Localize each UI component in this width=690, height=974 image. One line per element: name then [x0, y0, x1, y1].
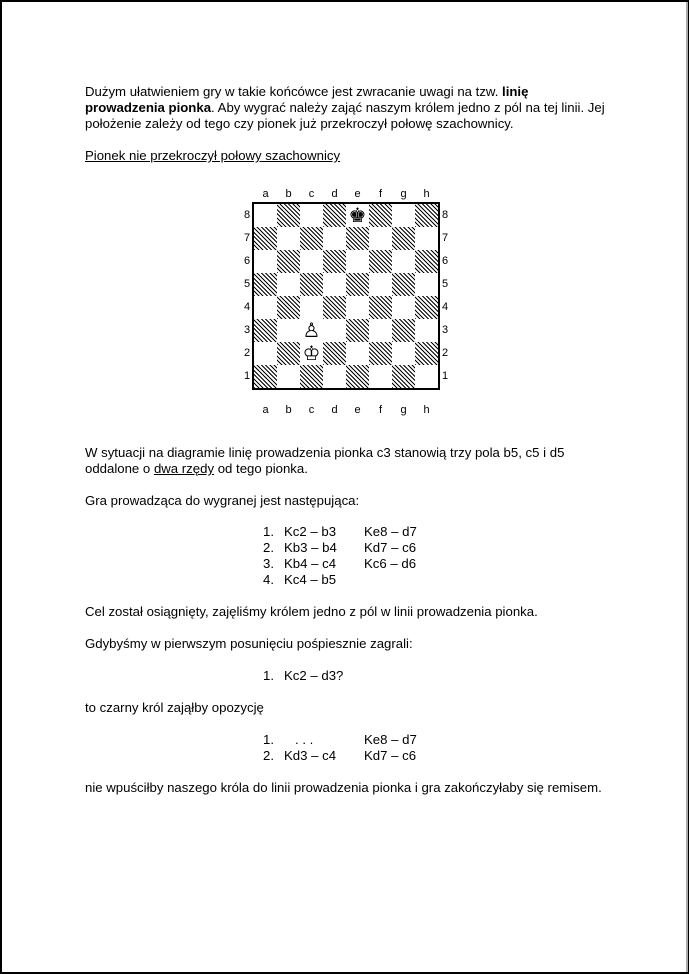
white-move: Kc4 – b5: [284, 572, 337, 587]
white-move: . . .: [284, 732, 314, 747]
alternative-intro: Gdybyśmy w pierwszym posunięciu pośpiesznie zagrali:: [85, 636, 413, 651]
rank-label: 4: [441, 301, 449, 313]
square-d5: [323, 273, 346, 296]
white-move: Kd3 – c4: [284, 748, 337, 763]
winning-line-intro: Gra prowadząca do wygranej jest następująca:: [85, 493, 360, 508]
intro-text: Dużym ułatwieniem gry w takie końcówce jest zwracanie uwagi na tzw.: [85, 84, 503, 99]
move-row: [252, 748, 454, 764]
move-row: [252, 732, 454, 748]
square-f8: [369, 204, 392, 227]
black-king-icon: ♚: [346, 204, 369, 227]
square-g1: [392, 365, 415, 388]
file-label: d: [331, 188, 338, 200]
rank-label: 1: [441, 370, 449, 382]
moves-list-opposition: [252, 732, 454, 764]
intro-paragraph: [85, 84, 605, 132]
moves-list-mistake: [252, 668, 454, 684]
page-shadow: [686, 2, 688, 972]
square-c5: [300, 273, 323, 296]
intro-bold-term: linię prowadzenia pionka: [85, 84, 529, 115]
square-h5: [415, 273, 438, 296]
move-row: [252, 524, 454, 540]
move-number: 2.: [263, 540, 274, 555]
move-row: [252, 668, 454, 684]
file-label: c: [308, 188, 315, 200]
square-g3: [392, 319, 415, 342]
rank-label: 8: [243, 209, 251, 221]
explanation-paragraph: [85, 445, 605, 477]
square-a7: [254, 227, 277, 250]
square-g4: [392, 296, 415, 319]
rank-label: 1: [243, 370, 251, 382]
square-f7: [369, 227, 392, 250]
rank-label: 7: [441, 232, 449, 244]
rank-label: 6: [243, 255, 251, 267]
rank-label: 2: [243, 347, 251, 359]
square-a8: [254, 204, 277, 227]
square-e5: [346, 273, 369, 296]
black-move: Kc6 – d6: [364, 556, 417, 571]
square-h8: [415, 204, 438, 227]
file-label: a: [262, 188, 269, 200]
square-h3: [415, 319, 438, 342]
square-g8: [392, 204, 415, 227]
black-move: [364, 668, 454, 684]
square-b5: [277, 273, 300, 296]
black-move: Kd7 – c6: [364, 540, 417, 555]
file-label: e: [354, 404, 361, 416]
square-g6: [392, 250, 415, 273]
square-b1: [277, 365, 300, 388]
explanation-text-rest: od tego pionka.: [214, 461, 308, 476]
square-e2: [346, 342, 369, 365]
move-number: 1.: [263, 524, 274, 539]
square-a5: [254, 273, 277, 296]
moves-list-winning: [252, 524, 454, 588]
square-f3: [369, 319, 392, 342]
square-b4: [277, 296, 300, 319]
square-h7: [415, 227, 438, 250]
square-d4: [323, 296, 346, 319]
square-h2: [415, 342, 438, 365]
square-h6: [415, 250, 438, 273]
file-label: h: [423, 404, 430, 416]
square-h4: [415, 296, 438, 319]
explanation-text: W sytuacji na diagramie linię prowadzenia pionka c3 stanowią trzy pola b5, c5 i d5 oddalone o: [85, 445, 565, 476]
square-f2: [369, 342, 392, 365]
white-move: Kb3 – b4: [284, 540, 337, 555]
intro-text-rest: . Aby wygrać należy zająć naszym królem jedno z pól na tej linii. Jej położenie zależy od tego czy pionek już przekroczył połowę szachownicy.: [85, 100, 605, 131]
square-g5: [392, 273, 415, 296]
file-label: g: [400, 188, 407, 200]
square-a2: [254, 342, 277, 365]
files-top: [252, 188, 437, 200]
rank-label: 6: [441, 255, 449, 267]
move-number: 1.: [263, 732, 274, 747]
white-move: Kb4 – c4: [284, 556, 337, 571]
ranks-left: [242, 204, 252, 388]
black-move: Ke8 – d7: [364, 524, 417, 539]
square-e1: [346, 365, 369, 388]
black-move: [364, 572, 454, 588]
file-label: b: [285, 188, 292, 200]
square-d7: [323, 227, 346, 250]
square-b8: [277, 204, 300, 227]
square-d8: [323, 204, 346, 227]
square-a4: [254, 296, 277, 319]
square-e7: [346, 227, 369, 250]
square-f5: [369, 273, 392, 296]
white-pawn-icon: ♙: [300, 319, 323, 342]
file-label: h: [423, 188, 430, 200]
files-bottom: [252, 404, 437, 416]
square-c6: [300, 250, 323, 273]
rank-label: 4: [243, 301, 251, 313]
square-a6: [254, 250, 277, 273]
rank-label: 3: [243, 324, 251, 336]
file-label: b: [285, 404, 292, 416]
conclusion-paragraph: nie wpuściłby naszego króla do linii prowadzenia pionka i gra zakończyłaby się remisem.: [85, 780, 602, 795]
chess-diagram: [242, 188, 452, 418]
rank-label: 5: [243, 278, 251, 290]
file-label: e: [354, 188, 361, 200]
square-e4: [346, 296, 369, 319]
black-move: Ke8 – d7: [364, 732, 417, 747]
explanation-underlined: dwa rzędy: [153, 461, 215, 476]
square-b2: [277, 342, 300, 365]
rank-label: 8: [441, 209, 449, 221]
square-e6: [346, 250, 369, 273]
black-move: Kd7 – c6: [364, 748, 417, 763]
ranks-right: [440, 204, 450, 388]
move-row: [252, 572, 454, 588]
square-d6: [323, 250, 346, 273]
square-f6: [369, 250, 392, 273]
square-f1: [369, 365, 392, 388]
move-number: 3.: [263, 556, 274, 571]
file-label: a: [262, 404, 269, 416]
file-label: d: [331, 404, 338, 416]
square-e3: [346, 319, 369, 342]
file-label: g: [400, 404, 407, 416]
move-number: 2.: [263, 748, 274, 763]
move-number: 4.: [263, 572, 274, 587]
square-c8: [300, 204, 323, 227]
white-king-icon: ♔: [300, 342, 323, 365]
move-row: [252, 540, 454, 556]
move-row: [252, 556, 454, 572]
square-a3: [254, 319, 277, 342]
rank-label: 5: [441, 278, 449, 290]
rank-label: 3: [441, 324, 449, 336]
file-label: f: [378, 188, 383, 200]
opposition-paragraph: to czarny król zająłby opozycję: [85, 700, 264, 715]
square-b7: [277, 227, 300, 250]
file-label: f: [378, 404, 383, 416]
chessboard: [252, 202, 440, 390]
square-d3: [323, 319, 346, 342]
rank-label: 2: [441, 347, 449, 359]
square-c4: [300, 296, 323, 319]
square-a1: [254, 365, 277, 388]
square-c1: [300, 365, 323, 388]
white-move: Kc2 – d3?: [284, 668, 344, 683]
file-label: c: [308, 404, 315, 416]
rank-label: 7: [243, 232, 251, 244]
square-c7: [300, 227, 323, 250]
goal-paragraph: Cel został osiągnięty, zajęliśmy królem jedno z pól w linii prowadzenia pionka.: [85, 604, 538, 619]
subheading: Pionek nie przekroczył połowy szachownicy: [85, 148, 341, 163]
white-move: Kc2 – b3: [284, 524, 337, 539]
move-number: 1.: [263, 668, 274, 683]
square-g7: [392, 227, 415, 250]
square-b3: [277, 319, 300, 342]
square-b6: [277, 250, 300, 273]
square-d1: [323, 365, 346, 388]
square-g2: [392, 342, 415, 365]
square-f4: [369, 296, 392, 319]
square-h1: [415, 365, 438, 388]
square-d2: [323, 342, 346, 365]
